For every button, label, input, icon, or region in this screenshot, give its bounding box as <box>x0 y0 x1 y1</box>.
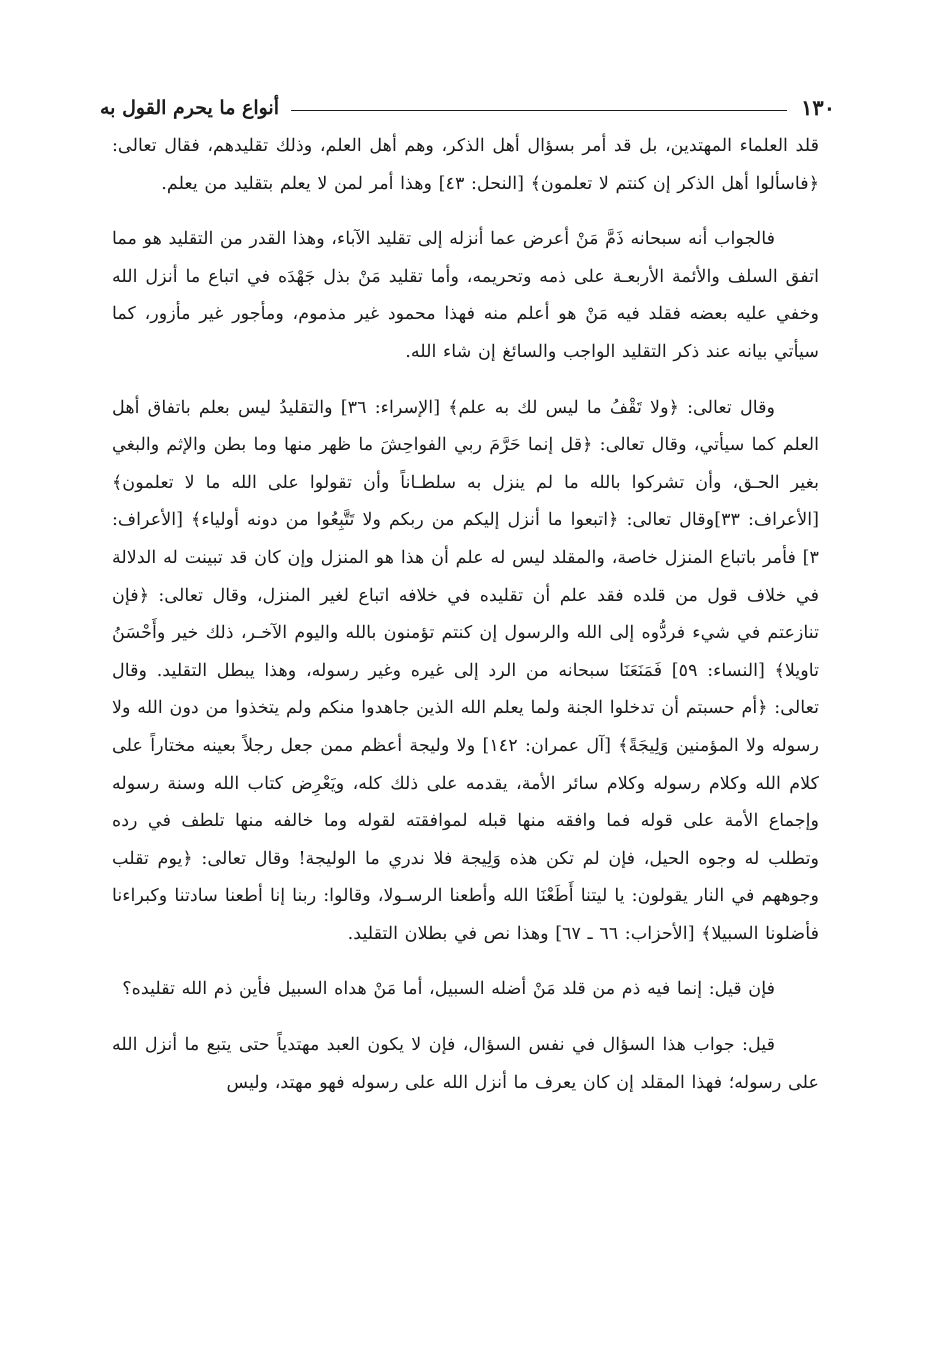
paragraph-continuation: قلد العلماء المهتدين، بل قد أمر بسؤال أهل الذكر، وهم أهل العلم، وذلك تقليدهم، فقال تعالى: ﴿فاسألوا أهل الذكر إن كنتم لا تعلمون﴾ [النحل: ٤٣] وهذا أمر لمن لا يعلم بتقليد من يعلم. <box>112 136 819 194</box>
page-number: ١٣٠ <box>801 95 835 120</box>
running-title: أنواع ما يحرم القول به <box>100 97 279 119</box>
paragraph-reply: قيل: جواب هذا السؤال في نفس السؤال، فإن لا يكون العبد مهتدياً حتى يتبع ما أنزل الله على رسوله؛ فهذا المقلد إن كان يعرف ما أنزل الله على رسوله فهو مهتد، وليس <box>112 1035 819 1093</box>
body-text <box>112 128 819 1102</box>
paragraph-gap <box>112 1009 819 1027</box>
paragraph-objection: فإن قيل: إنما فيه ذم من قلد مَنْ أضله السبيل، أما مَنْ هداه السبيل فأين ذم الله تقليده؟ <box>122 979 775 1000</box>
paragraph-gap <box>112 203 819 221</box>
page-header <box>100 86 835 118</box>
paragraph-quran-evidence: وقال تعالى: ﴿ولا تَقْفُ ما ليس لك به علم﴾ [الإسراء: ٣٦] والتقليدُ ليس بعلم باتفاق أهل العلم كما سيأتي، وقال تعالى: ﴿قل إنما حَرَّمَ ربي الفواحِشَ ما ظهر منها وما بطن والإثم والبغي بغير الحـق، وأن تشركوا بالله ما لم ينزل به سلطـاناً وأن تقولوا على الله ما لا تعلمون﴾[الأعراف: ٣٣]وقال تعالى: ﴿اتبعوا ما أنزل إليكم من ربكم ولا تَتَّبِعُوا من دونه أولياء﴾ [الأعراف: ٣] فأمر باتباع المنزل خاصة، والمقلد ليس له علم أن هذا هو المنزل وإن كان قد تبينت له الدلالة في خلاف قول من قلده فقد علم أن تقليده في خلافه اتباع لغير المنزل، وقال تعالى: ﴿فإن تنازعتم في شيء فردُّوه إلى الله والرسول إن كنتم تؤمنون بالله واليوم الآخـر، ذلك خير وأَحْسَنُ تاويلا﴾ [النساء: ٥٩] فَمَنَعَنَا سبحانه من الرد إلى غيره وغير رسوله، وهذا يبطل التقليد. وقال تعالى: ﴿أم حسبتم أن تدخلوا الجنة ولما يعلم الله الذين جاهدوا منكم ولم يتخذوا من دون الله ولا رسوله ولا المؤمنين وَلِيجَةً﴾ [آل عمران: ١٤٢] ولا وليجة أعظم ممن جعل رجلاً بعينه مختاراً على كلام الله وكلام رسوله وكلام سائر الأمة، يقدمه على ذلك كله، ويَعْرِض كتاب الله وسنة رسوله وإجماع الأمة على قوله فما وافقه منها قبله لموافقته لقوله وما خالفه منها تلطف في رده وتطلب له وجوه الحيل، فإن لم تكن هذه وَلِيجة فلا ندري ما الوليجة! وقال تعالى: ﴿يوم تقلب وجوههم في النار يقولون: يا ليتنا أَطَعْنَا الله وأطعنا الرسـولا، وقالوا: ربنا إنا أطعنا سادتنا وكبراءنا فأضلونا السبيلا﴾ [الأحزاب: ٦٦ ـ ٦٧] وهذا نص في بطلان التقليد. <box>112 397 820 944</box>
paragraph-gap <box>112 953 819 971</box>
header-rule <box>291 110 787 111</box>
paragraph-gap <box>112 372 819 390</box>
paragraph-answer: فالجواب أنه سبحانه ذَمَّ مَنْ أعرض عما أنزله إلى تقليد الآباء، وهذا القدر من التقليد هو مما اتفق السلف والأئمة الأربعـة على ذمه وتحريمه، وأما تقليد مَنْ بذل جَهْدَه في اتباع ما أنزل الله وخفي عليه بعضه فقلد فيه مَنْ هو أعلم منه فهذا محمود غير مذموم، ومأجور غير مأزور، كما سيأتي بيانه عند ذكر التقليد الواجب والسائغ إن شاء الله. <box>112 229 819 362</box>
